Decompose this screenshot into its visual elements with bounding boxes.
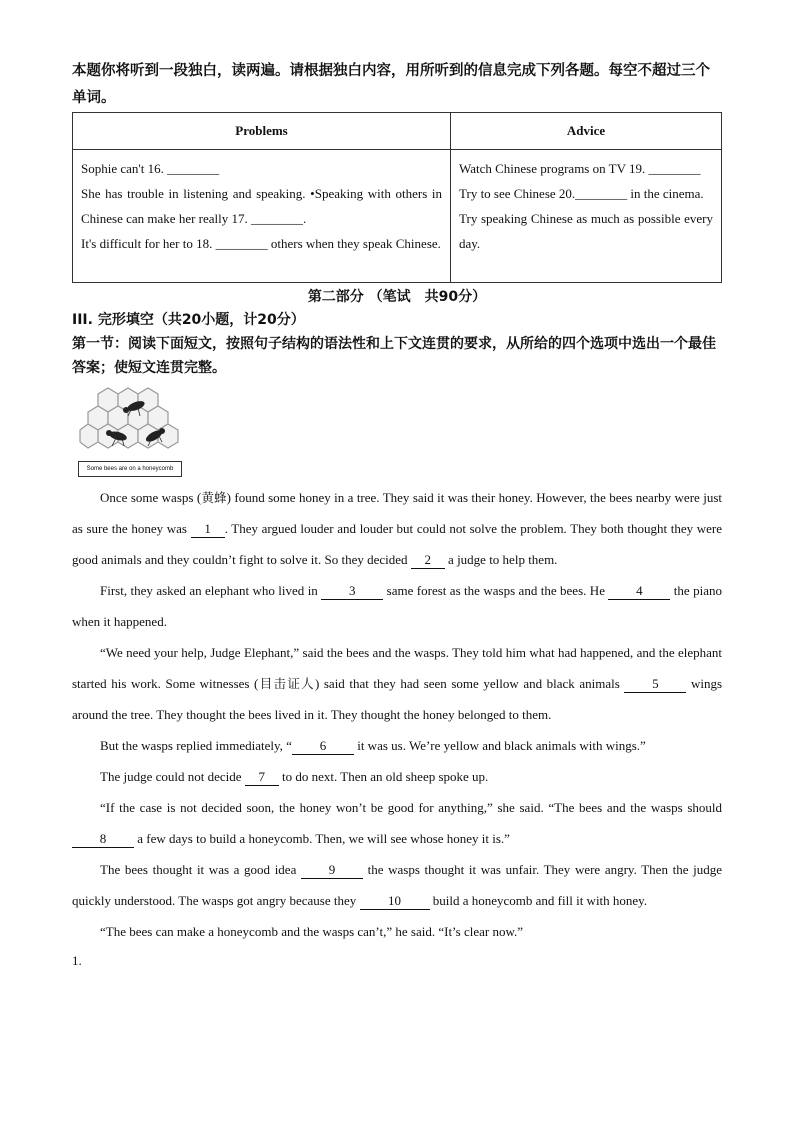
honeycomb-bees-image [78, 386, 182, 460]
p6-text-b: a few days to build a honeycomb. Then, we will see whose honey it is.” [134, 831, 510, 846]
p7-text-a: The bees thought it was a good idea [100, 862, 301, 877]
p1-cn-gloss: 黄蜂 [201, 490, 227, 505]
advice-19: Watch Chinese programs on TV 19. ________ [459, 161, 701, 176]
p5-text-a: The judge could not decide [100, 769, 245, 784]
part-two-title: 第二部分 （笔试 共90分） [307, 289, 487, 305]
blank-7[interactable]: 7 [245, 769, 279, 786]
p2-text-b: same forest as the wasps and the bees. He [383, 583, 609, 598]
blank-10[interactable]: 10 [360, 893, 430, 910]
problems-cell [73, 150, 451, 283]
blank-6[interactable]: 6 [292, 738, 354, 755]
p3-text-a: “We need your help, Judge Elephant,” said the bees and the wasps. They told him what had happened, and the elephant started his work. Some witnesses ( [72, 645, 722, 691]
p5-text-b: to do next. Then an old sheep spoke up. [278, 769, 489, 784]
advice-speak: Try speaking Chinese as much as possible every day. [459, 211, 713, 251]
blank-1[interactable]: 1 [191, 521, 225, 538]
paragraph-7 [72, 854, 722, 916]
section-instruction: 第一节：阅读下面短文，按照句子结构的语法性和上下文连贯的要求，从所给的四个选项中选出一个最佳答案；使短文连贯完整。 [72, 336, 716, 376]
p2-text-c: the piano when it happened. [72, 583, 722, 629]
p3-text-c: wings around the tree. They thought the bees lived in it. They thought the honey belonged to them. [72, 676, 722, 722]
question-1-number: 1. [72, 953, 82, 968]
p7-text-c: build a honeycomb and fill it with honey. [429, 893, 648, 908]
p4-text-b: it was us. We’re yellow and black animals with wings.” [353, 738, 646, 753]
honeycomb-figure [72, 386, 182, 482]
paragraph-2 [72, 575, 722, 637]
paragraph-4 [72, 730, 722, 761]
figure-caption: Some bees are on a honeycomb [78, 461, 182, 477]
paragraph-3 [72, 637, 722, 730]
section-title: III. 完形填空（共20小题，计20分） [72, 312, 305, 328]
paragraph-8: “The bees can make a honeycomb and the wasps can’t,” he said. “It’s clear now.” [100, 924, 524, 939]
blank-4[interactable]: 4 [608, 583, 670, 600]
paragraph-5 [72, 761, 722, 792]
blank-3[interactable]: 3 [321, 583, 383, 600]
listening-instruction: 本题你将听到一段独白，读两遍。请根据独白内容，用所听到的信息完成下列各题。每空不超过三个单词。 [72, 63, 710, 106]
p4-text-a: But the wasps replied immediately, “ [100, 738, 292, 753]
blank-2[interactable]: 2 [411, 552, 445, 569]
p1-text-b: ) found some honey in a tree. They said it was their honey. However, the bees nearby were just as sure the honey was [72, 490, 722, 536]
header-advice: Advice [451, 113, 722, 150]
advice-cell [451, 150, 722, 283]
paragraph-6 [72, 792, 722, 854]
paragraph-1 [72, 482, 722, 575]
blank-9[interactable]: 9 [301, 862, 363, 879]
page [72, 58, 722, 969]
p1-text-c: . They argued louder and louder but could not solve the problem. They both thought they were good animals and they couldn’t fight to solve it. So they decided [72, 521, 722, 567]
p7-text-b: the wasps thought it was unfair. They were angry. Then the judge quickly understood. The wasps got angry because they [72, 862, 722, 908]
header-problems: Problems [73, 113, 451, 150]
blank-5[interactable]: 5 [624, 676, 686, 693]
p6-text-a: “If the case is not decided soon, the honey won’t be good for anything,” she said. “The bees and the wasps should [100, 800, 722, 815]
p1-text-d: a judge to help them. [444, 552, 558, 567]
problem-17: She has trouble in listening and speaking. •Speaking with others in Chinese can make her really 17. ________. [81, 186, 442, 226]
p3-cn-gloss: 目击证人 [258, 676, 315, 691]
listening-table [72, 112, 722, 283]
p3-text-b: ) said that they had seen some yellow and black animals [314, 676, 625, 691]
blank-8[interactable]: 8 [72, 831, 134, 848]
p2-text-a: First, they asked an elephant who lived in [100, 583, 322, 598]
advice-20: Try to see Chinese 20.________ in the cinema. [459, 186, 704, 201]
problem-16: Sophie can't 16. ________ [81, 161, 220, 176]
p1-text-a: Once some wasps ( [100, 490, 202, 505]
problem-18: It's difficult for her to 18. ________ others when they speak Chinese. [81, 236, 441, 251]
